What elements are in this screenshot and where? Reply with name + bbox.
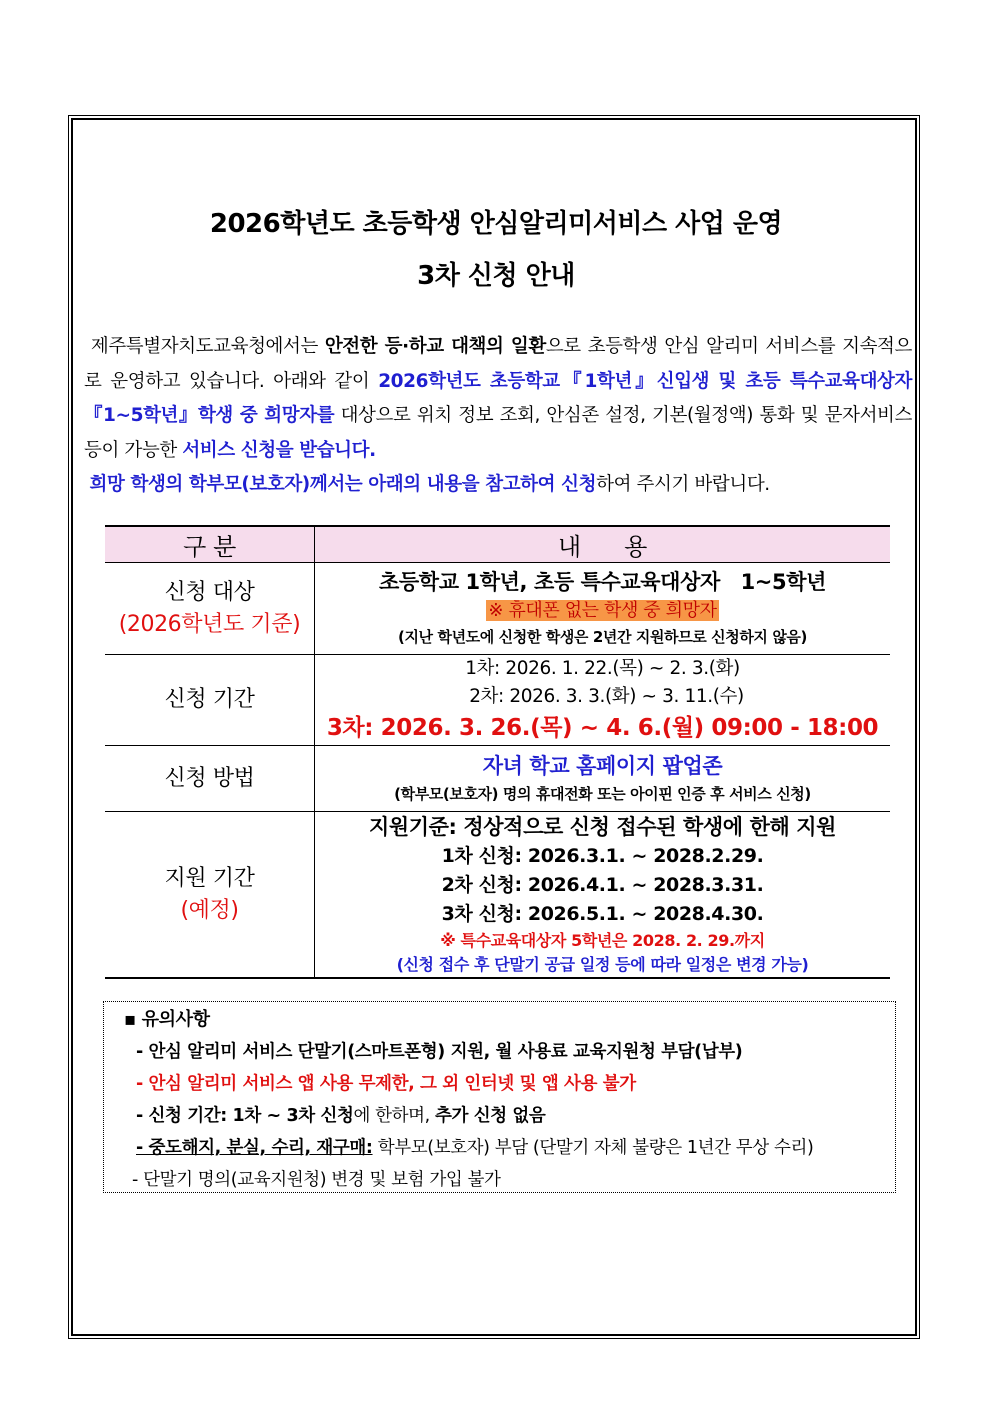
intro-text: 제주특별자치도교육청에서는 — [90, 336, 325, 357]
notice-line-3-text: 에 한하며, — [353, 1106, 435, 1126]
target-label: 신청 대상 — [164, 579, 255, 605]
target-sublabel: (2026학년도 기준) — [118, 611, 301, 637]
document-subtitle: 3차 신청 안내 — [417, 261, 575, 291]
table-header-row — [105, 526, 890, 563]
target-note: (지난 학년도에 신청한 학생은 2년간 지원하므로 신청하지 않음) — [398, 628, 807, 646]
period-round-3: 3차: 2026. 3. 26.(목) ~ 4. 6.(월) 09:00 - 18:00 — [326, 715, 879, 741]
method-main: 자녀 학교 홈페이지 팝업존 — [482, 753, 723, 778]
notice-box — [103, 1001, 896, 1193]
notice-line-1: - 안심 알리미 서비스 단말기(스마트폰형) 지원, 월 사용료 교육지원청 부담(납부) — [136, 1042, 743, 1062]
notice-line-3-bold: - 신청 기간: 1차 ~ 3차 신청 — [136, 1106, 354, 1126]
notice-line-2: - 안심 알리미 서비스 앱 사용 무제한, 그 외 인터넷 및 앱 사용 불가 — [136, 1074, 636, 1094]
header-category: 구 분 — [105, 526, 315, 563]
header-content: 내 용 — [315, 526, 891, 563]
target-content-cell — [315, 563, 891, 655]
notice-line-3-bold-end: 추가 신청 없음 — [435, 1106, 546, 1126]
support-label-cell — [105, 812, 315, 979]
period-content-cell — [315, 655, 891, 746]
intro-text: 하여 주시기 바랍니다. — [596, 474, 770, 495]
notice-line-3 — [136, 1102, 545, 1127]
notice-line-4-text: 학부모(보호자) 부담 (단말기 자체 불량은 1년간 무상 수리) — [372, 1138, 814, 1158]
method-label-cell — [105, 746, 315, 812]
table-row — [105, 563, 890, 655]
intro-text: 으로 초등학생 안심 알리미 서비스를 지속적으로 운영하고 있습니다. 아래와 같이 — [84, 336, 912, 392]
support-round-3: 3차 신청: 2026.5.1. ~ 2028.4.30. — [441, 903, 764, 925]
support-blue-note: (신청 접수 후 단말기 공급 일정 등에 따라 일정은 변경 가능) — [396, 955, 809, 974]
method-note: (학부모(보호자) 명의 휴대전화 또는 아이핀 인증 후 서비스 신청) — [394, 784, 811, 803]
table-row — [105, 655, 890, 746]
info-table — [105, 525, 890, 979]
notice-line-5: - 단말기 명의(교육지원청) 변경 및 보험 가입 불가 — [132, 1170, 501, 1190]
document-title: 2026학년도 초등학생 안심알리미서비스 사업 운영 — [209, 209, 783, 239]
notice-line-4-bold: - 중도해지, 분실, 수리, 재구매: — [136, 1138, 373, 1158]
support-round-2: 2차 신청: 2026.4.1. ~ 2028.3.31. — [441, 874, 764, 896]
support-sublabel: (예정) — [180, 897, 239, 923]
period-round-2: 2차: 2026. 3. 3.(화) ~ 3. 11.(수) — [469, 686, 744, 707]
intro-emphasis: 안전한 등·하교 대책의 일환 — [324, 336, 546, 357]
support-main: 지원기준: 정상적으로 신청 접수된 학생에 한해 지원 — [368, 815, 837, 839]
intro-parent-highlight: 희망 학생의 학부모(보호자)께서는 아래의 내용을 참고하여 신청 — [89, 474, 597, 495]
support-red-note: ※ 특수교육대상자 5학년은 2028. 2. 29.까지 — [440, 931, 765, 950]
notice-title: ▪ 유의사항 — [124, 1009, 210, 1030]
target-main: 초등학교 1학년, 초등 특수교육대상자 1~5학년 — [379, 570, 826, 594]
intro-service-highlight: 서비스 신청을 받습니다. — [182, 439, 376, 461]
method-content-cell — [315, 746, 891, 812]
intro-target-highlight: 2026학년도 초등학교『1학년』신입생 및 초등 특수교육대상자『1~5학년』학생 중 희망자를 — [84, 370, 912, 426]
support-content-cell — [315, 812, 891, 979]
target-label-cell — [105, 563, 315, 655]
support-round-1: 1차 신청: 2026.3.1. ~ 2028.2.29. — [441, 845, 764, 867]
target-highlight: ※ 휴대폰 없는 학생 중 희망자 — [488, 600, 717, 621]
intro-paragraph — [84, 330, 912, 503]
period-label-cell — [105, 655, 315, 746]
table-row — [105, 812, 890, 979]
intro-text: 대상으로 위치 정보 조회, 안심존 설정, 기본(월정액) 통화 및 문자서비스 등이 가능한 — [84, 405, 912, 461]
period-label: 신청 기간 — [164, 687, 255, 712]
method-label: 신청 방법 — [164, 765, 255, 791]
notice-line-4 — [136, 1134, 813, 1159]
table-row — [105, 746, 890, 812]
support-label: 지원 기간 — [164, 865, 255, 891]
period-round-1: 1차: 2026. 1. 22.(목) ~ 2. 3.(화) — [465, 658, 740, 679]
